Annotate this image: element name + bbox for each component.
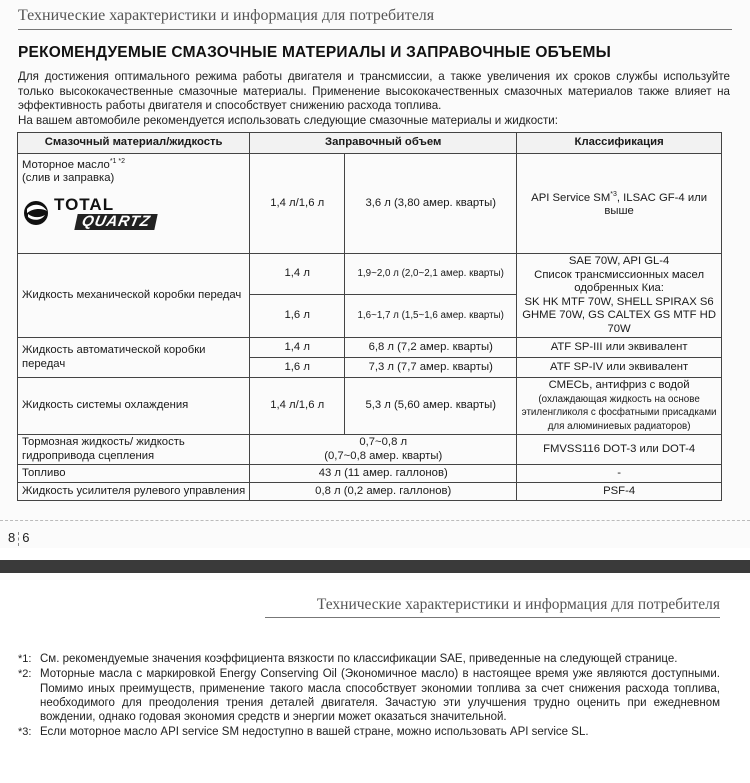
auto-volume-1: 6,8 л (7,2 амер. кварты) (345, 338, 517, 358)
table-row-steering (18, 483, 722, 501)
header-classification: Классификация (517, 133, 722, 154)
auto-volume-2: 7,3 л (7,7 амер. кварты) (345, 358, 517, 378)
engine-oil-volume: 3,6 л (3,80 амер. кварты) (345, 154, 517, 254)
table-row-fuel (18, 465, 722, 483)
page-divider (0, 520, 750, 521)
manual-class (517, 254, 722, 338)
brake-volume-1: 0,7~0,8 л (359, 436, 408, 448)
page-number-separator (18, 532, 19, 546)
footnote-mark: *3: (18, 726, 32, 739)
steering-volume: 0,8 л (0,2 амер. галлонов) (250, 483, 517, 501)
table-header-row (18, 133, 722, 154)
auto-class-2: ATF SP-IV или эквивалент (517, 358, 722, 378)
manual-volume-1: 1,9~2,0 л (2,0~2,1 амер. кварты) (345, 254, 517, 295)
footnote (18, 652, 720, 666)
total-logo-icon (22, 199, 50, 227)
page-number-right: 6 (22, 530, 30, 545)
engine-oil-label: Моторное масло (22, 158, 110, 171)
manual-engine-2: 1,6 л (250, 294, 345, 337)
intro-paragraph-1: Для достижения оптимального режима работы двигателя и трансмиссии, а также увеличения их сроков службы используйте только высококачественные смазочные материалы. Применение высококачественных смазочных материалов также влияет на эффективность работы двигателя и способствует снижению расхода топлива. (18, 70, 730, 112)
auto-class-1: ATF SP-III или эквивалент (517, 338, 722, 358)
section-header-2: Технические характеристики и информация для потребителя (265, 595, 720, 618)
engine-oil-engine: 1,4 л/1,6 л (250, 154, 345, 254)
lubricants-table (17, 132, 722, 501)
manual-class-2: Список трансмиссионных масел одобренных Киа: (534, 268, 705, 294)
table-row-auto-1 (18, 338, 722, 358)
steering-class: PSF-4 (517, 483, 722, 501)
table-row-manual-1 (18, 254, 722, 295)
engine-oil-sub: (слив и заправка) (22, 172, 115, 185)
logo-quartz-text: QUARTZ (74, 214, 158, 230)
auto-engine-1: 1,4 л (250, 338, 345, 358)
brake-label: Тормозная жидкость/ жидкость гидропривода сцепления (18, 435, 250, 465)
page-gap-band (0, 560, 750, 573)
logo-total-text: TOTAL (54, 194, 115, 214)
brake-volume-2: (0,7~0,8 амер. кварты) (324, 449, 443, 462)
footnotes (18, 652, 720, 741)
footnote-text: См. рекомендуемые значения коэффициента вязкости по классификации SAE, приведенные на следующей странице. (40, 653, 678, 665)
coolant-engine: 1,4 л/1,6 л (250, 378, 345, 435)
page-number-left: 8 (8, 530, 16, 545)
footnote (18, 667, 720, 724)
auto-engine-2: 1,6 л (250, 358, 345, 378)
footnote-mark: *1: (18, 653, 32, 665)
intro-text (18, 70, 730, 128)
table-row-engine-oil (18, 154, 722, 254)
coolant-class-main: СМЕСЬ, антифриз с водой (548, 379, 690, 391)
coolant-label: Жидкость системы охлаждения (18, 378, 250, 435)
coolant-class (517, 378, 722, 435)
header-lubricant: Смазочный материал/жидкость (18, 133, 250, 154)
manual-label: Жидкость механической коробки передач (18, 254, 250, 338)
footnote-text: Моторные масла с маркировкой Energy Conserving Oil (Экономичное масло) в настоящее время уже являются доступными. Помимо иных преимуществ, применение такого масла способствует экономии топлива за счет снижения расхода топлива, необходимого для преодоления трения деталей двигателя. Зачастую эти улучшения трудно оценить при ежедневном вождении, однако годовая экономия средств и энергии может оказаться значительной. (40, 668, 720, 724)
engine-oil-class (517, 154, 722, 254)
manual-volume-2: 1,6~1,7 л (1,5~1,6 амер. кварты) (345, 294, 517, 337)
page-title: РЕКОМЕНДУЕМЫЕ СМАЗОЧНЫЕ МАТЕРИАЛЫ И ЗАПРАВОЧНЫЕ ОБЪЕМЫ (18, 44, 612, 61)
footnote (18, 725, 720, 739)
total-quartz-logo (22, 196, 245, 230)
manual-class-1: SAE 70W, API GL-4 (568, 255, 670, 267)
steering-label: Жидкость усилителя рулевого управления (18, 483, 250, 501)
engine-oil-class-sup: *3 (610, 191, 617, 199)
page-number (8, 530, 29, 546)
section-header: Технические характеристики и информация для потребителя (18, 6, 732, 30)
footnote-mark: *2: (18, 668, 32, 681)
engine-oil-class-tail: , ILSAC GF-4 или выше (604, 191, 708, 218)
engine-oil-sup: *1 *2 (109, 158, 126, 165)
fuel-label: Топливо (18, 465, 250, 483)
engine-oil-class-main: API Service SM (531, 191, 611, 204)
fuel-class: - (517, 465, 722, 483)
table-row-coolant (18, 378, 722, 435)
coolant-class-tail: (охлаждающая жидкость на основе этиленгликоля с фосфатными присадками для алюминиевых радиаторов) (521, 393, 717, 432)
fuel-volume: 43 л (11 амер. галлонов) (250, 465, 517, 483)
intro-paragraph-2: На вашем автомобиле рекомендуется использовать следующие смазочные материалы и жидкости: (18, 113, 558, 127)
manual-class-3: SK HK MTF 70W, SHELL SPIRAX S6 GHME 70W, GS CALTEX GS MTF HD 70W (522, 295, 716, 335)
brake-volume (250, 435, 517, 465)
engine-oil-label-cell (18, 154, 250, 254)
brake-class: FMVSS116 DOT-3 или DOT-4 (517, 435, 722, 465)
table-row-brake (18, 435, 722, 465)
footnote-text: Если моторное масло API service SM недоступно в вашей стране, можно использовать API service SL. (40, 726, 589, 739)
coolant-volume: 5,3 л (5,60 амер. кварты) (345, 378, 517, 435)
manual-engine-1: 1,4 л (250, 254, 345, 295)
auto-label: Жидкость автоматической коробки передач (18, 338, 250, 378)
header-volume: Заправочный объем (250, 133, 517, 154)
